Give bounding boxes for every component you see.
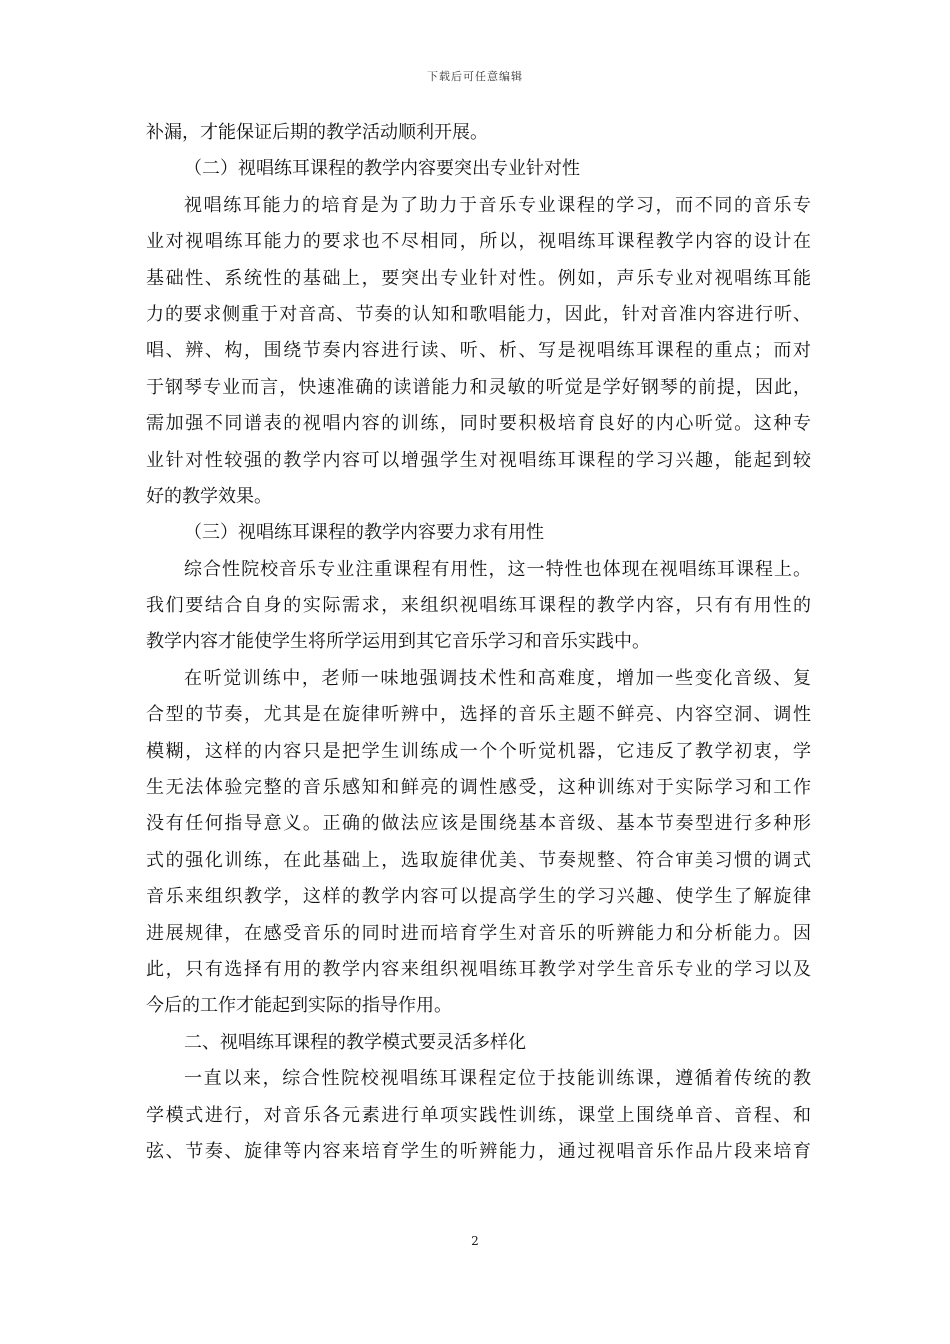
text-line: 基础性、系统性的基础上，要突出专业针对性。例如，声乐专业对视唱练耳能 bbox=[146, 267, 811, 289]
text-line: 业对视唱练耳能力的要求也不尽相同，所以，视唱练耳课程教学内容的设计在 bbox=[146, 231, 811, 253]
text-line: 需加强不同谱表的视唱内容的训练，同时要积极培育良好的内心听觉。这种专 bbox=[146, 413, 811, 435]
text-line: 唱、辨、构，围绕节奏内容进行读、听、析、写是视唱练耳课程的重点；而对 bbox=[146, 340, 811, 362]
text-line: 教学内容才能使学生将所学运用到其它音乐学习和音乐实践中。 bbox=[146, 631, 650, 653]
text-line: 弦、节奏、旋律等内容来培育学生的听辨能力，通过视唱音乐作品片段来培育 bbox=[146, 1140, 811, 1162]
text-line: 音乐来组织教学，这样的教学内容可以提高学生的学习兴趣、使学生了解旋律 bbox=[146, 886, 811, 908]
text-line: 好的教学效果。 bbox=[146, 485, 272, 507]
text-line: 业针对性较强的教学内容可以增强学生对视唱练耳课程的学习兴趣，能起到较 bbox=[146, 449, 811, 471]
page-number: 2 bbox=[471, 1234, 479, 1248]
text-line: 力的要求侧重于对音高、节奏的认知和歌唱能力，因此，针对音准内容进行听、 bbox=[146, 303, 811, 325]
text-line: 综合性院校音乐专业注重课程有用性，这一特性也体现在视唱练耳课程上。 bbox=[184, 558, 811, 580]
section-heading: 二、视唱练耳课程的教学模式要灵活多样化 bbox=[184, 1031, 526, 1053]
text-line: 今后的工作才能起到实际的指导作用。 bbox=[146, 995, 452, 1017]
text-line: 学模式进行，对音乐各元素进行单项实践性训练，课堂上围绕单音、音程、和 bbox=[146, 1104, 811, 1126]
section-heading: （三）视唱练耳课程的教学内容要力求有用性 bbox=[184, 522, 544, 544]
text-line: 没有任何指导意义。正确的做法应该是围绕基本音级、基本节奏型进行多种形 bbox=[146, 813, 811, 835]
text-line: 于钢琴专业而言，快速准确的读谱能力和灵敏的听觉是学好钢琴的前提，因此， bbox=[146, 376, 811, 398]
document-body bbox=[146, 115, 811, 1170]
text-line: 补漏，才能保证后期的教学活动顺利开展。 bbox=[146, 122, 488, 143]
text-line: 在听觉训练中，老师一味地强调技术性和高难度，增加一些变化音级、复 bbox=[184, 667, 811, 689]
text-line: 视唱练耳能力的培育是为了助力于音乐专业课程的学习，而不同的音乐专 bbox=[184, 194, 811, 216]
text-line: 一直以来，综合性院校视唱练耳课程定位于技能训练课，遵循着传统的教 bbox=[184, 1068, 811, 1090]
text-line: 式的强化训练，在此基础上，选取旋律优美、节奏规整、符合审美习惯的调式 bbox=[146, 849, 811, 871]
text-line: 此，只有选择有用的教学内容来组织视唱练耳教学对学生音乐专业的学习以及 bbox=[146, 958, 811, 980]
text-line: 合型的节奏，尤其是在旋律听辨中，选择的音乐主题不鲜亮、内容空洞、调性 bbox=[146, 704, 811, 726]
text-line: 模糊，这样的内容只是把学生训练成一个个听觉机器，它违反了教学初衷，学 bbox=[146, 740, 811, 762]
text-line: 进展规律，在感受音乐的同时进而培育学生对音乐的听辨能力和分析能力。因 bbox=[146, 922, 811, 944]
section-heading: （二）视唱练耳课程的教学内容要突出专业针对性 bbox=[184, 158, 580, 180]
text-line: 我们要结合自身的实际需求，来组织视唱练耳课程的教学内容，只有有用性的 bbox=[146, 595, 811, 617]
text-line: 生无法体验完整的音乐感知和鲜亮的调性感受，这种训练对于实际学习和工作 bbox=[146, 777, 811, 799]
page-header: 下载后可任意编辑 bbox=[427, 70, 523, 83]
